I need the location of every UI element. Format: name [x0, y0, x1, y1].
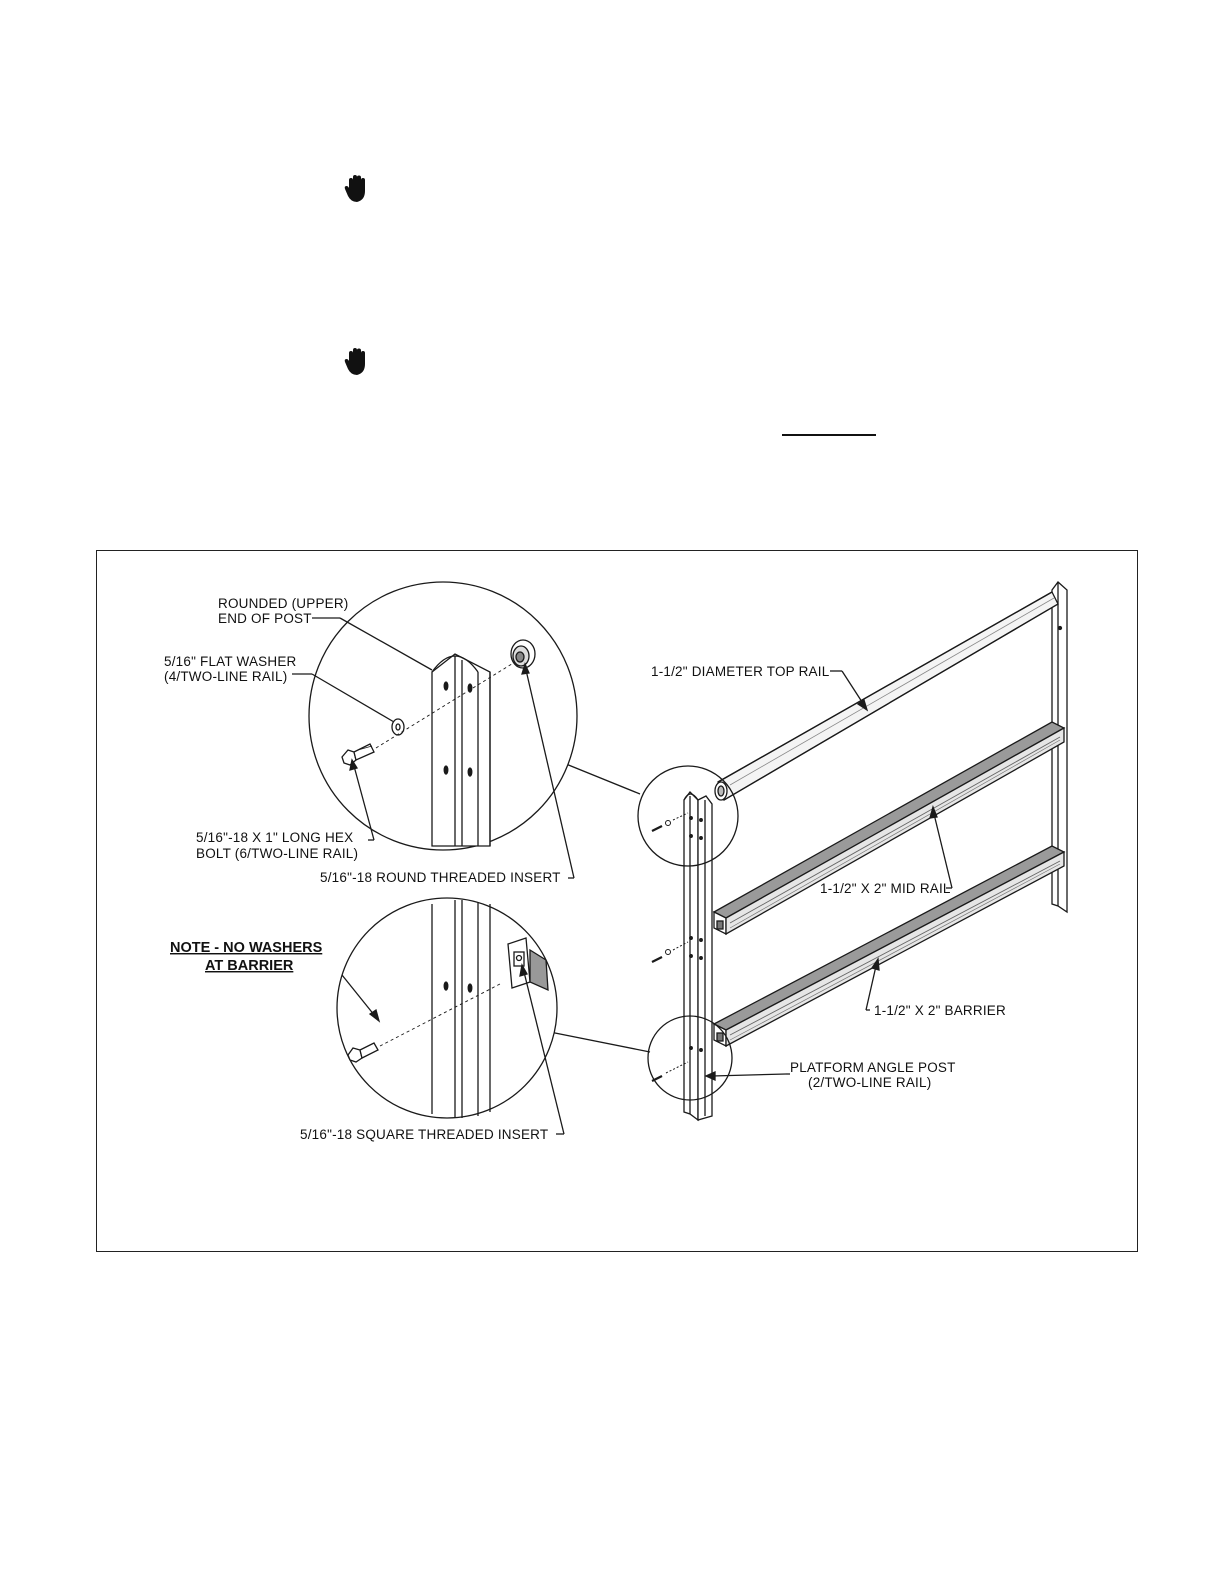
label-round-insert: 5/16"-18 ROUND THREADED INSERT: [320, 870, 561, 885]
label-washer-1: 5/16" FLAT WASHER: [164, 654, 297, 669]
label-mid-rail: 1-1/2" X 2" MID RAIL: [820, 881, 951, 896]
label-top-rail: 1-1/2" DIAMETER TOP RAIL: [651, 664, 830, 679]
round-threaded-insert: [511, 640, 535, 668]
label-post-1: PLATFORM ANGLE POST: [790, 1060, 956, 1075]
label-bolt-2: BOLT (6/TWO-LINE RAIL): [196, 846, 359, 861]
detail-circle-lower: [337, 898, 557, 1118]
label-rounded-end-2: END OF POST: [218, 611, 312, 626]
label-rounded-end-1: ROUNDED (UPPER): [218, 596, 349, 611]
label-note-2: AT BARRIER: [205, 958, 294, 974]
assembly-bolts: [652, 813, 688, 1081]
label-bolt-1: 5/16"-18 X 1" LONG HEX: [196, 830, 354, 845]
label-note-1: NOTE - NO WASHERS: [170, 940, 323, 956]
label-barrier: 1-1/2" X 2" BARRIER: [874, 1003, 1006, 1018]
label-post-2: (2/TWO-LINE RAIL): [808, 1075, 932, 1090]
label-square-insert: 5/16"-18 SQUARE THREADED INSERT: [300, 1127, 549, 1142]
label-washer-2: (4/TWO-LINE RAIL): [164, 669, 288, 684]
platform-angle-post: [684, 792, 712, 1120]
upper-detail-post: [432, 654, 490, 846]
